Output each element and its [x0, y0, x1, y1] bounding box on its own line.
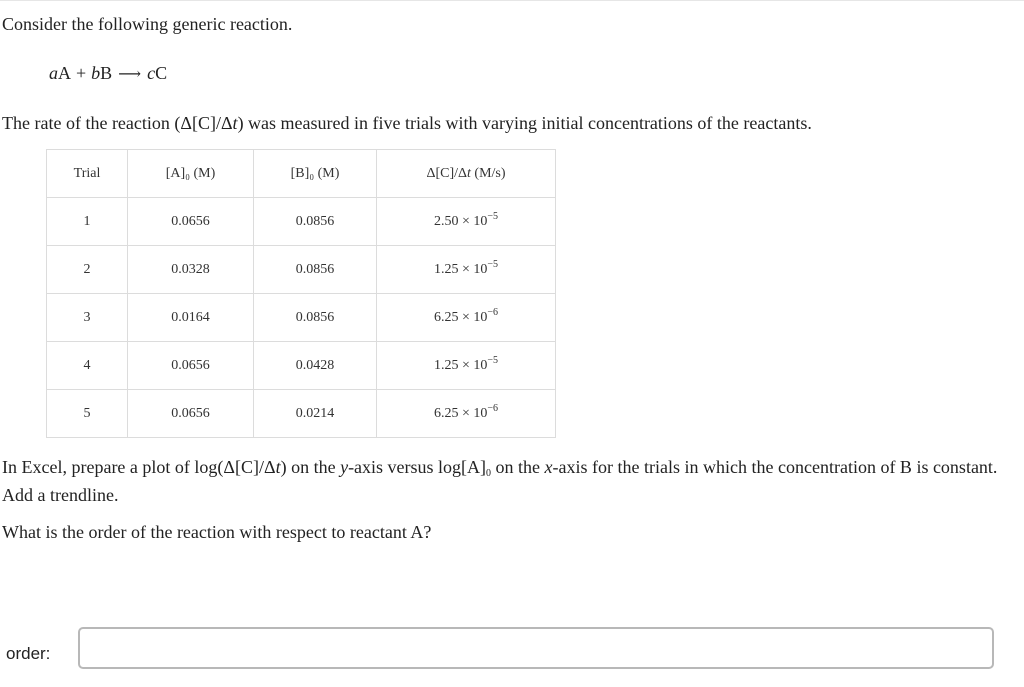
table-row [47, 198, 556, 246]
cell-trial: 1 [47, 198, 128, 246]
cell-a0: 0.0164 [128, 294, 254, 342]
cell-a0: 0.0656 [128, 390, 254, 438]
cell-b0: 0.0214 [254, 390, 377, 438]
table-row [47, 294, 556, 342]
header-rate-part: Δ[C]/Δ [426, 165, 468, 181]
cell-b0: 0.0856 [254, 198, 377, 246]
excel-text-x: x [544, 457, 553, 477]
rate-mantissa: 1.25 × 10 [433, 261, 488, 277]
rate-text-part: The rate of the reaction (Δ[C]/Δ [2, 113, 233, 133]
order-label: order: [6, 644, 51, 663]
reactant-a: A [58, 63, 71, 83]
cell-rate [377, 294, 556, 342]
cell-a0: 0.0328 [128, 246, 254, 294]
excel-text-part: -axis versus log[A] [348, 457, 487, 477]
reactant-b: B [100, 63, 113, 83]
header-trial: Trial [47, 150, 128, 198]
cell-b0: 0.0856 [254, 294, 377, 342]
coef-b: b [91, 63, 101, 83]
cell-a0: 0.0656 [128, 342, 254, 390]
excel-text-t: t [275, 457, 281, 477]
table-row [47, 342, 556, 390]
cell-trial: 2 [47, 246, 128, 294]
cell-trial: 5 [47, 390, 128, 438]
header-a0: [A]₀ (M) [128, 150, 254, 198]
rate-exponent: −6 [487, 402, 499, 414]
excel-text-part: ) on the [280, 457, 341, 477]
rate-description [2, 111, 812, 135]
rate-mantissa: 6.25 × 10 [433, 405, 488, 421]
reaction-equation [49, 61, 167, 87]
product-c: C [155, 63, 168, 83]
table-header-row [47, 150, 556, 198]
excel-text-part: In Excel, prepare a plot of log(Δ[C]/Δ [2, 457, 276, 477]
rate-text-t: t [232, 113, 238, 133]
header-rate-t: t [467, 165, 471, 181]
cell-b0: 0.0428 [254, 342, 377, 390]
rate-exponent: −5 [487, 210, 499, 222]
order-input[interactable] [78, 627, 994, 669]
rate-mantissa: 2.50 × 10 [433, 213, 488, 229]
plus-sign: + [76, 63, 87, 83]
excel-text-y: y [340, 457, 349, 477]
rate-exponent: −6 [487, 306, 499, 318]
cell-rate [377, 198, 556, 246]
cell-a0: 0.0656 [128, 198, 254, 246]
coef-c: c [147, 63, 156, 83]
question-text: What is the order of the reaction with respect to reactant A? [2, 522, 432, 542]
cell-rate [377, 390, 556, 438]
excel-text-part: on the [491, 457, 545, 477]
cell-b0: 0.0856 [254, 246, 377, 294]
excel-instructions [2, 453, 1020, 509]
rate-exponent: −5 [487, 258, 499, 270]
table-row [47, 246, 556, 294]
cell-trial: 3 [47, 294, 128, 342]
excel-text-part: -axis for the trials in which the concentration of B is constant. Add a trendline. [2, 457, 998, 505]
reaction-arrow-icon: ⟶ [118, 66, 142, 83]
cell-rate [377, 246, 556, 294]
rate-mantissa: 6.25 × 10 [433, 309, 488, 325]
cell-trial: 4 [47, 342, 128, 390]
trials-table [46, 149, 556, 438]
coef-a: a [49, 63, 58, 83]
intro-text: Consider the following generic reaction. [2, 14, 293, 34]
table-row [47, 390, 556, 438]
excel-text-sub: 0 [486, 468, 492, 479]
rate-mantissa: 1.25 × 10 [433, 357, 488, 373]
cell-rate [377, 342, 556, 390]
rate-text-part: ) was measured in five trials with varying initial concentrations of the reactants. [237, 113, 812, 133]
header-b0: [B]₀ (M) [254, 150, 377, 198]
rate-exponent: −5 [487, 354, 499, 366]
top-divider [0, 0, 1024, 1]
header-rate-part: (M/s) [470, 165, 506, 181]
header-rate [377, 150, 556, 198]
